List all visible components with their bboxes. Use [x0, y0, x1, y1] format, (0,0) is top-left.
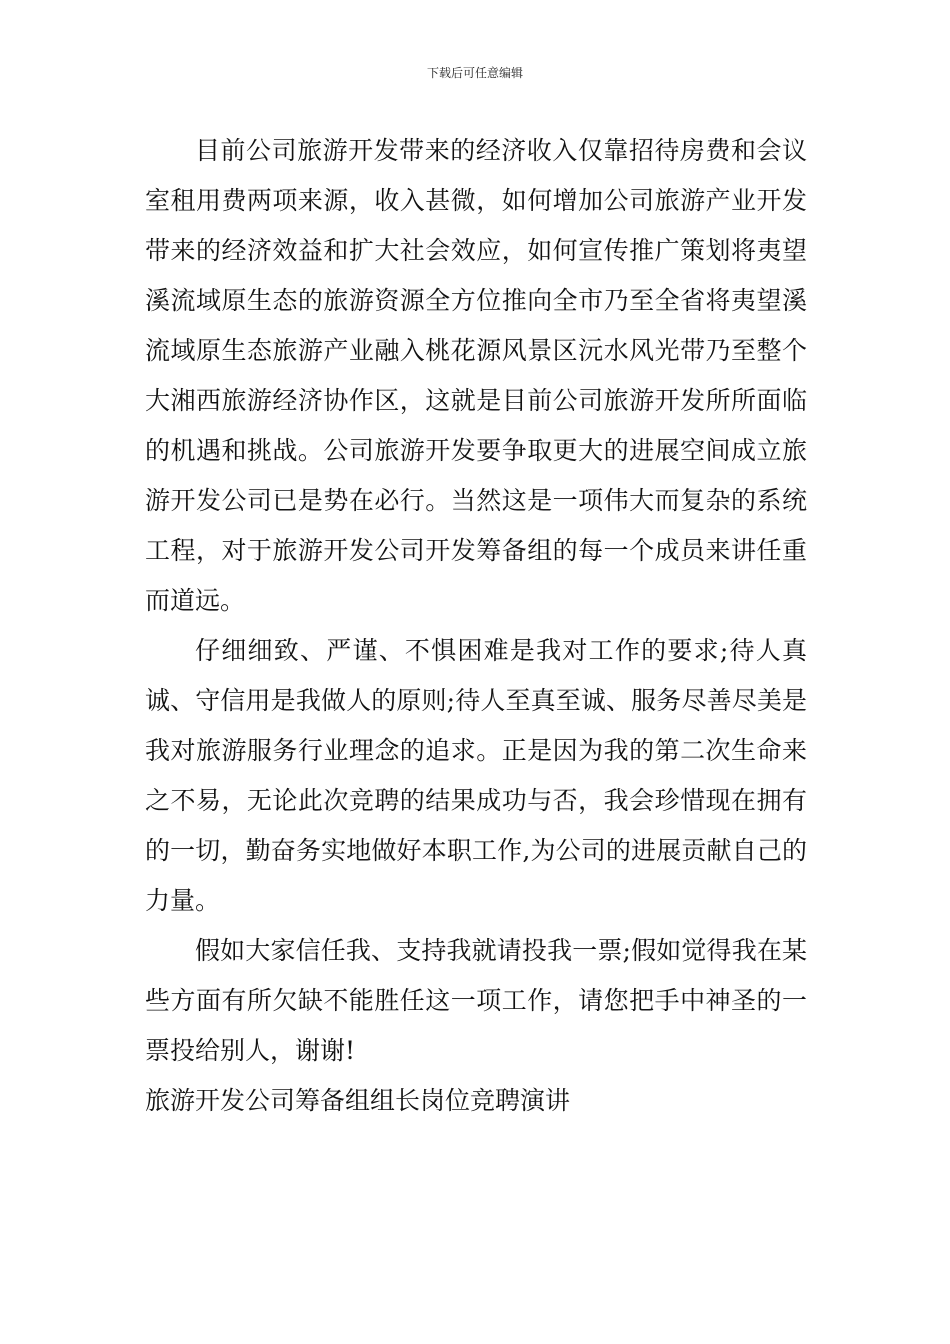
paragraph-1: 目前公司旅游开发带来的经济收入仅靠招待房费和会议室租用费两项来源，收入甚微，如何增加公司旅游产业开发带来的经济效益和扩大社会效应，如何宣传推广策划将夷望溪流域原生态的旅游资源全方位推向全市乃至全省将夷望溪流域原生态旅游产业融入桃花源风景区沅水风光带乃至整个大湘西旅游经济协作区，这就是目前公司旅游开发所所面临的机遇和挑战。公司旅游开发要争取更大的进展空间成立旅游开发公司已是势在必行。当然这是一项伟大而复杂的系统工程，对于旅游开发公司开发筹备组的每一个成员来讲任重而道远。	[145, 136, 807, 615]
document-title-line: 旅游开发公司筹备组组长岗位竞聘演讲	[145, 1086, 571, 1115]
paragraph-3: 假如大家信任我、支持我就请投我一票;假如觉得我在某些方面有所欠缺不能胜任这一项工作，请您把手中神圣的一票投给别人，谢谢!	[145, 936, 807, 1065]
paragraph-2: 仔细细致、严谨、不惧困难是我对工作的要求;待人真诚、守信用是我做人的原则;待人至真至诚、服务尽善尽美是我对旅游服务行业理念的追求。正是因为我的第二次生命来之不易，无论此次竞聘的结果成功与否，我会珍惜现在拥有的一切，勤奋务实地做好本职工作,为公司的进展贡献自己的力量。	[145, 636, 807, 915]
page-header-note: 下载后可任意编辑	[426, 66, 523, 80]
document-body	[145, 126, 807, 1126]
